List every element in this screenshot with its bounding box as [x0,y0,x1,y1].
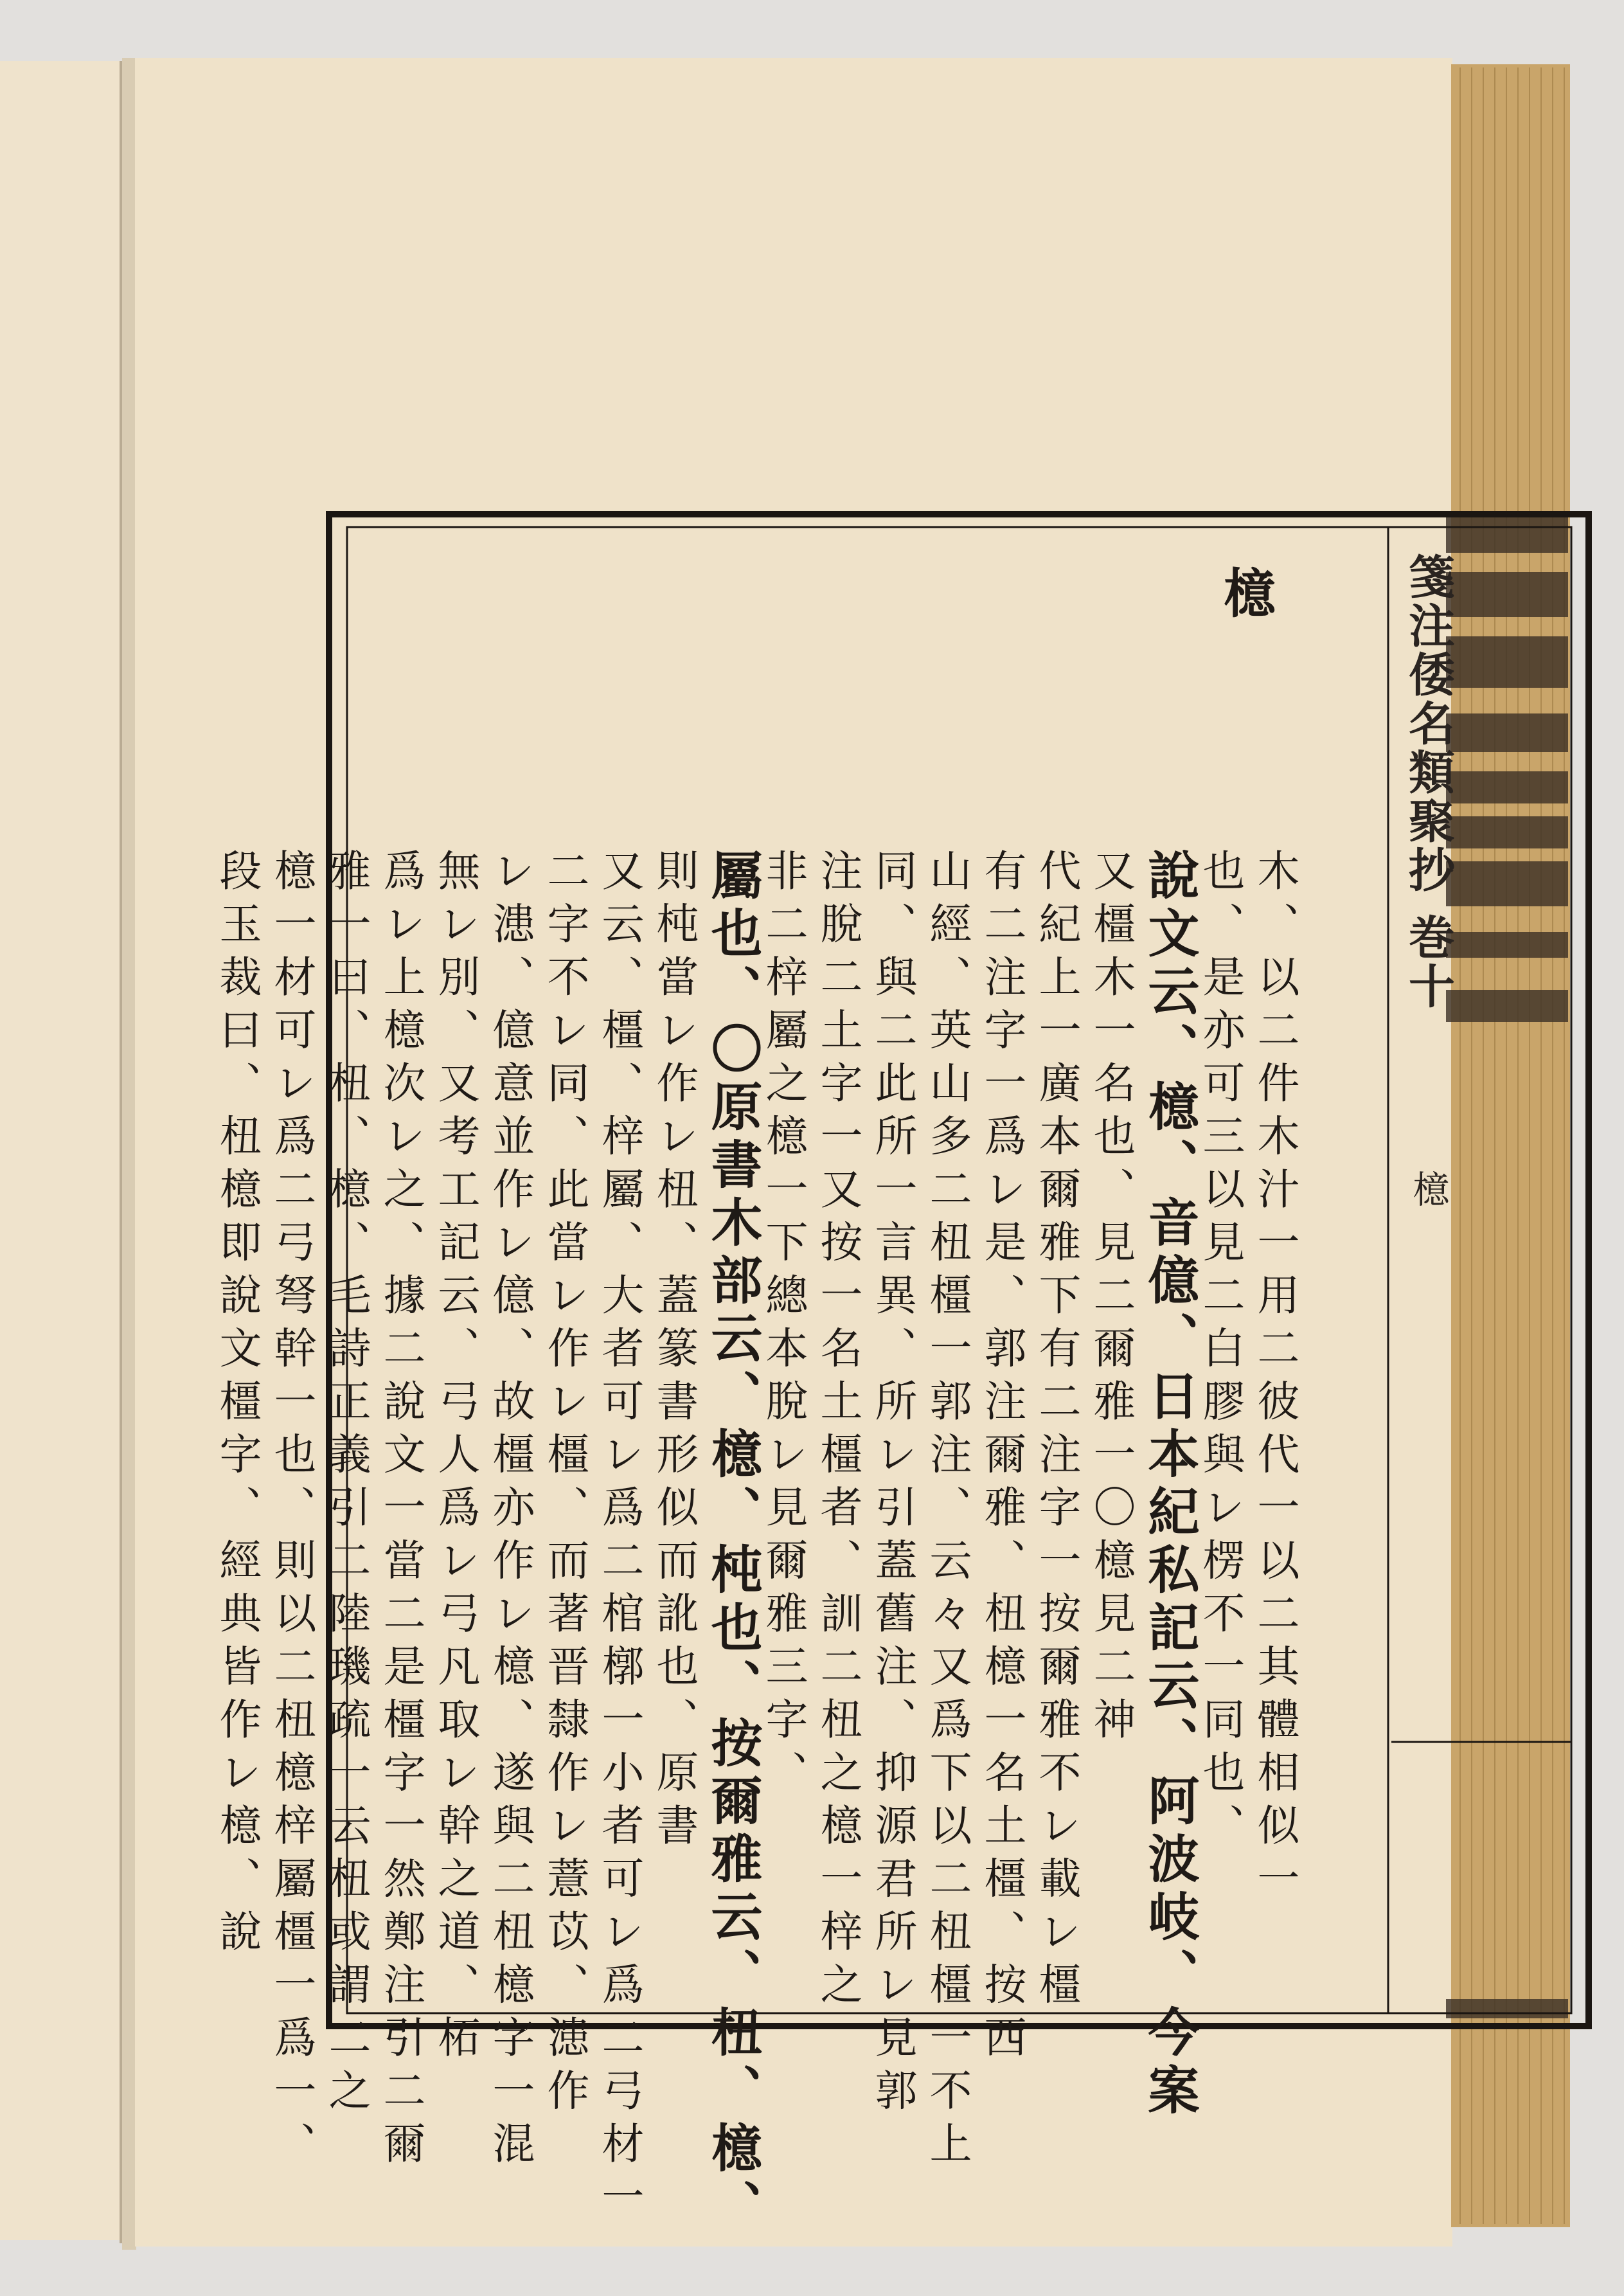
text-column: 又云、橿、梓屬、大者可レ爲二棺槨一小者可レ爲二弓材一 [594,848,644,2227]
text-column: 木、以二件木汁一用二彼代一以二其體相似一 [1250,848,1299,1909]
text-column: 爲レ上檍次レ之、據二說文一當二是橿字一然鄭注引二爾 [376,848,425,2175]
text-column: 有二注字一爲レ是、郭注爾雅、杻檍一名土橿、按西 [977,848,1026,2068]
left-page [0,61,122,2240]
text-column: 段玉裁曰、杻檍即說文橿字、經典皆作レ檍、說 [212,848,262,1962]
text-column: 山經、英山多二杻橿一郭注、云々又爲下以二杻橿一不上 [922,848,972,2175]
text-column: 則杶當レ作レ杻、蓋篆書形似而訛也、原書 [649,848,699,1856]
text-column: 說文云、檍、音億、日本紀私記云、阿波岐、今案 [1139,848,1200,2121]
text-column: 二字不レ同、此當レ作レ橿、而著晋隸作レ薏苡、漶作 [540,848,589,2121]
text-column: 注脫二土字一又按一名土橿者、訓二杻之檍一梓之 [813,848,862,2015]
text-column: 同、與二此所一言異、所レ引蓋舊注、抑源君所レ見郭 [868,848,917,2121]
text-column: 檍一材可レ爲二弓弩幹一也、則以二杻檍梓屬橿一爲一、 [267,848,316,2175]
margin-entry-label: 檍 [1406,1170,1450,1207]
text-column: 屬也、〇原書木部云、檍、杶也、按爾雅云、杻、檍、 [702,848,763,2237]
book-title: 箋注倭名類聚抄 巻十 [1401,553,1456,1012]
text-column: 雅一曰、杻、檍、毛詩正義引二陸璣疏一云杻或謂二之 [321,848,371,2121]
text-column: 也、是亦可三以見二白膠與レ楞不一同也、 [1195,848,1245,1856]
text-column: 非二梓屬之檍一下總本脫レ見爾雅三字、 [758,848,808,1803]
text-column: 無レ別、又考工記云、弓人爲レ弓凡取レ幹之道、柘 [431,848,480,2068]
text-column: 代紀上一廣本爾雅下有二注字一按爾雅不レ載レ橿 [1031,848,1081,2015]
text-column: レ漶、億意並作レ億、故橿亦作レ檍、遂與二杻檍字一混 [485,848,535,2175]
text-column: 又橿木一名也、見二爾雅一〇檍見二神 [1086,848,1136,1750]
entry-heading: 檍 [1215,566,1276,622]
